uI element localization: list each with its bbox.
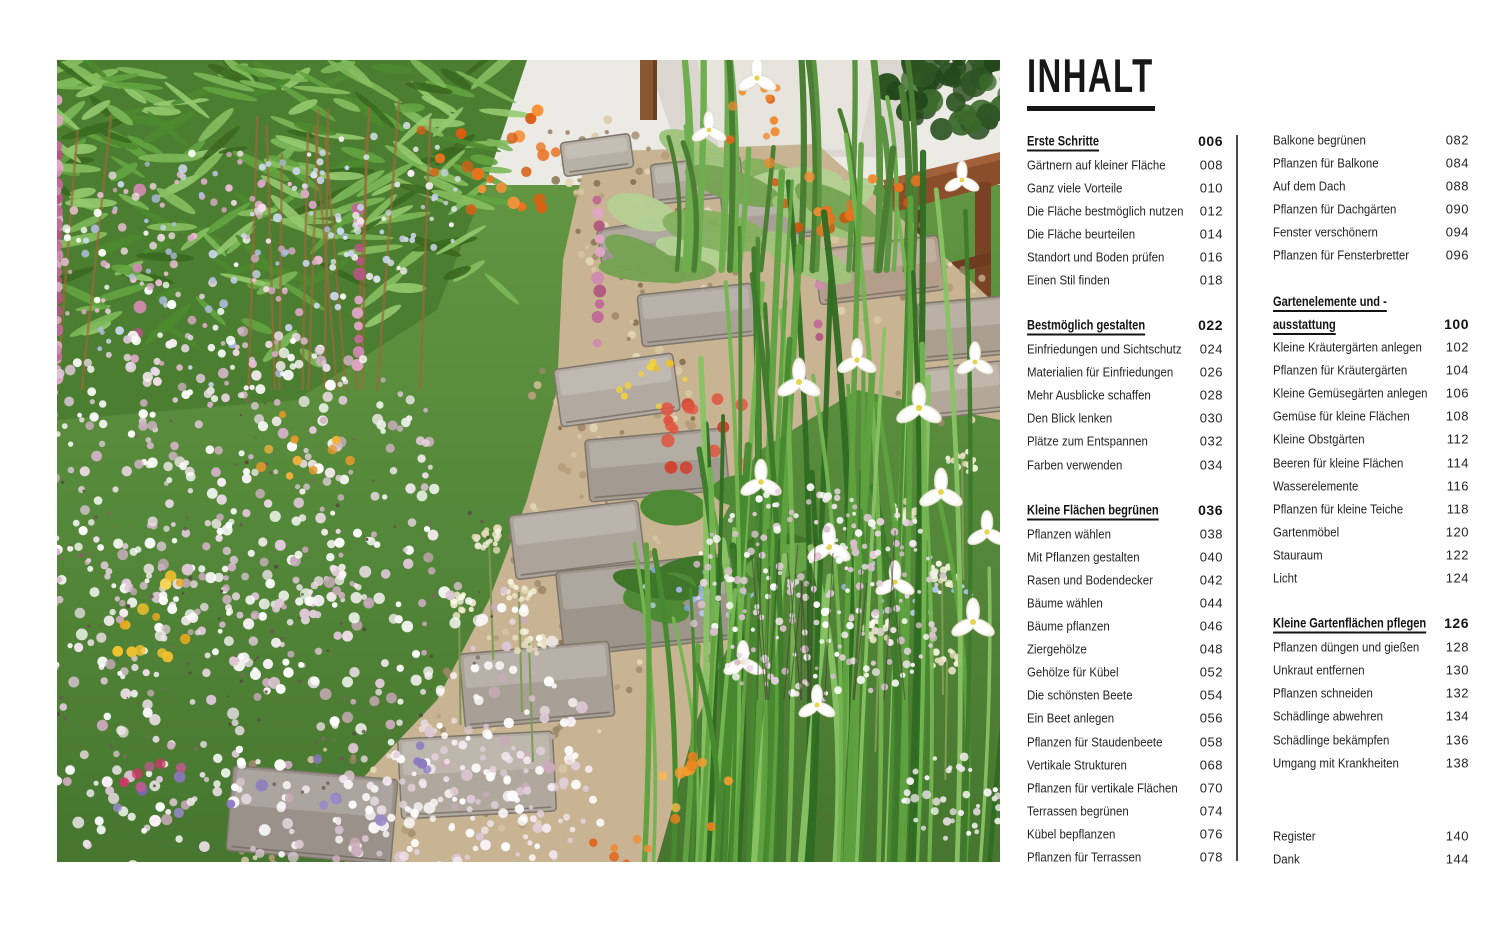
toc-page-number: 032	[1199, 433, 1223, 449]
toc-entry-label: Pflanzen für Fensterbretter	[1273, 247, 1410, 263]
toc-entry-label: Register	[1273, 828, 1316, 844]
toc-entry-label: Wasserelemente	[1273, 478, 1359, 494]
toc-entry	[1027, 176, 1223, 199]
toc-entry-label: Gemüse für kleine Flächen	[1273, 408, 1410, 424]
toc-entry	[1273, 728, 1469, 751]
toc-entry	[1273, 474, 1469, 497]
toc-page-number: 116	[1446, 478, 1469, 494]
toc-entry-label: Kleine Gemüsegärten anlegen	[1273, 385, 1428, 401]
toc-page-number: 102	[1445, 339, 1469, 355]
toc-entry-label: Umgang mit Krankheiten	[1273, 755, 1399, 771]
toc-entry	[1273, 659, 1469, 682]
garden-path-illustration	[57, 60, 1000, 862]
toc-page-number: 030	[1199, 410, 1223, 426]
toc-entry	[1027, 338, 1223, 361]
title-underline	[1027, 106, 1155, 111]
toc-page-number: 088	[1445, 178, 1469, 194]
toc-entry	[1027, 430, 1223, 453]
toc-entry-label: Plätze zum Entspannen	[1027, 433, 1148, 449]
toc-section-header	[1027, 128, 1223, 153]
toc-page-number: 144	[1445, 851, 1469, 867]
toc-entry-label: Bäume pflanzen	[1027, 618, 1110, 634]
toc-entry	[1027, 522, 1223, 545]
toc-page-number: 120	[1445, 524, 1469, 540]
toc-page-number: 126	[1444, 615, 1469, 632]
toc-entry	[1027, 361, 1223, 384]
toc-page-number: 058	[1199, 734, 1223, 750]
toc-entry	[1273, 220, 1469, 243]
toc-page-number: 054	[1199, 687, 1223, 703]
toc-page-number: 028	[1199, 387, 1223, 403]
toc-section	[1027, 313, 1223, 477]
toc-section	[1273, 288, 1469, 590]
toc-entry	[1027, 661, 1223, 684]
toc-entry-label: Pflanzen für Balkone	[1273, 155, 1379, 171]
toc-page-number: 106	[1445, 385, 1469, 401]
toc-entry	[1273, 497, 1469, 520]
toc-page-number: 138	[1445, 755, 1469, 771]
page-title-block	[1027, 49, 1208, 111]
toc-entry	[1273, 382, 1469, 405]
toc-entry-label: Mehr Ausblicke schaffen	[1027, 387, 1151, 403]
toc-entry	[1273, 567, 1469, 590]
toc-page-number: 026	[1199, 364, 1223, 380]
toc-page-number: 052	[1199, 664, 1223, 680]
toc-entry-label: Kleine Obstgärten	[1273, 431, 1365, 447]
toc-section-title: Kleine Gartenflächen pflegen	[1273, 615, 1427, 631]
toc-entry	[1273, 128, 1469, 151]
toc-entry	[1273, 543, 1469, 566]
toc-entry	[1273, 705, 1469, 728]
toc-page-number: 124	[1445, 570, 1469, 586]
toc-entry-label: Terrassen begrünen	[1027, 803, 1129, 819]
toc-entry	[1027, 615, 1223, 638]
page-title: INHALT	[1027, 49, 1154, 102]
toc-entry-label: Pflanzen düngen und gießen	[1273, 639, 1420, 655]
toc-entry-label: Gartenmöbel	[1273, 524, 1340, 540]
toc-page-number: 084	[1445, 155, 1469, 171]
toc-entry-label: Den Blick lenken	[1027, 410, 1113, 426]
toc-entry	[1027, 776, 1223, 799]
toc-section-header	[1273, 611, 1469, 636]
toc-section	[1027, 128, 1223, 292]
toc-entry	[1273, 243, 1469, 266]
toc-entry	[1273, 405, 1469, 428]
toc-entry-label: Pflanzen für vertikale Flächen	[1027, 780, 1178, 796]
toc-section	[1273, 611, 1469, 775]
toc-entry	[1273, 520, 1469, 543]
toc-entry	[1273, 636, 1469, 659]
toc-page-number: 048	[1199, 641, 1223, 657]
toc-entry-label: Beeren für kleine Flächen	[1273, 455, 1404, 471]
toc-page-number: 094	[1445, 224, 1469, 240]
toc-entry	[1027, 707, 1223, 730]
toc-page-number: 010	[1199, 180, 1223, 196]
toc-page-number: 136	[1445, 732, 1469, 748]
toc-entry	[1273, 197, 1469, 220]
toc-entry-label: Pflanzen für Kräutergärten	[1273, 362, 1408, 378]
toc-entry	[1027, 799, 1223, 822]
toc-page-number: 078	[1199, 849, 1223, 865]
toc-section-header	[1027, 313, 1223, 338]
toc-entry	[1027, 845, 1223, 868]
toc-section-header	[1273, 288, 1469, 336]
toc-entry-label: Balkone begrünen	[1273, 132, 1366, 148]
toc-entry	[1273, 359, 1469, 382]
toc-page-number: 040	[1199, 549, 1223, 565]
toc-entry	[1027, 268, 1223, 291]
toc-entry-label: Pflanzen für kleine Teiche	[1273, 501, 1404, 517]
toc-page-number: 112	[1446, 431, 1469, 447]
toc-page-number: 036	[1198, 501, 1223, 518]
toc-section-header	[1027, 497, 1223, 522]
toc-section	[1027, 497, 1223, 868]
toc-column-1	[1027, 128, 1223, 870]
toc-entry	[1273, 336, 1469, 359]
toc-entry-label: Kübel bepflanzen	[1027, 826, 1116, 842]
toc-page-number: 090	[1445, 201, 1469, 217]
toc-entry-label: Die Fläche bestmöglich nutzen	[1027, 203, 1184, 219]
toc-page-number: 056	[1199, 710, 1223, 726]
toc-entry	[1273, 174, 1469, 197]
toc-entry	[1027, 568, 1223, 591]
toc-entry	[1027, 684, 1223, 707]
toc-entry-label: Auf dem Dach	[1273, 178, 1346, 194]
toc-page-number: 100	[1444, 315, 1469, 332]
toc-entry-label: Schädlinge abwehren	[1273, 708, 1384, 724]
toc-page-number: 046	[1199, 618, 1223, 634]
toc-entry	[1273, 451, 1469, 474]
toc-page-number: 042	[1199, 572, 1223, 588]
toc-entry	[1027, 199, 1223, 222]
toc-page-number: 038	[1199, 526, 1223, 542]
toc-entry	[1027, 753, 1223, 776]
toc-page-number: 034	[1199, 457, 1223, 473]
toc-entry-label: Farben verwenden	[1027, 457, 1123, 473]
toc-page-number: 016	[1199, 249, 1223, 265]
toc-page-number: 012	[1199, 203, 1223, 219]
toc-page-number: 044	[1199, 595, 1223, 611]
toc-page-number: 018	[1199, 272, 1223, 288]
toc-section	[1273, 128, 1469, 267]
toc-entry-label: Ganz viele Vorteile	[1027, 180, 1123, 196]
toc-entry-label: Standort und Boden prüfen	[1027, 249, 1165, 265]
toc-entry	[1273, 751, 1469, 774]
toc-page-number: 140	[1445, 828, 1469, 844]
toc-entry-label: Vertikale Strukturen	[1027, 757, 1127, 773]
toc-section-title: Erste Schritte	[1027, 133, 1099, 148]
toc-entry-label: Gärtnern auf kleiner Fläche	[1027, 157, 1166, 173]
toc-page-number: 076	[1199, 826, 1223, 842]
toc-entry-label: Pflanzen wählen	[1027, 526, 1111, 542]
toc-page-number: 118	[1446, 501, 1469, 517]
toc-entry-label: Die Fläche beurteilen	[1027, 226, 1136, 242]
toc-page-number: 132	[1445, 685, 1469, 701]
toc-page-number: 068	[1199, 757, 1223, 773]
toc-section	[1273, 824, 1469, 870]
toc-page-number: 134	[1445, 708, 1469, 724]
toc-page-number: 104	[1445, 362, 1469, 378]
toc-page-number: 130	[1445, 662, 1469, 678]
toc-page-number: 006	[1198, 132, 1223, 149]
toc-entry-label: Einen Stil finden	[1027, 272, 1110, 288]
toc-page-number: 082	[1445, 132, 1469, 148]
toc-page-number: 014	[1199, 226, 1223, 242]
toc-entry	[1273, 682, 1469, 705]
toc-entry-label: Schädlinge bekämpfen	[1273, 732, 1390, 748]
toc-entry-label: Materialien für Einfriedungen	[1027, 364, 1174, 380]
toc-entry	[1027, 591, 1223, 614]
toc-entry	[1273, 151, 1469, 174]
table-of-contents	[1027, 128, 1469, 870]
toc-entry-label: Gehölze für Kübel	[1027, 664, 1119, 680]
toc-column-2	[1273, 128, 1469, 870]
toc-entry-label: Mit Pflanzen gestalten	[1027, 549, 1140, 565]
toc-page-number: 024	[1199, 341, 1223, 357]
toc-entry-label: Stauraum	[1273, 547, 1323, 563]
garden-photo	[57, 60, 1000, 862]
toc-page-number: 074	[1199, 803, 1223, 819]
toc-entry	[1027, 822, 1223, 845]
toc-page-number: 128	[1445, 639, 1469, 655]
toc-section-title: Bestmöglich gestalten	[1027, 317, 1146, 333]
toc-page-number: 114	[1446, 455, 1469, 471]
toc-entry-label: Kleine Kräutergärten anlegen	[1273, 339, 1422, 355]
toc-entry	[1027, 384, 1223, 407]
toc-page-number: 096	[1445, 247, 1469, 263]
toc-entry	[1027, 153, 1223, 176]
toc-entry	[1027, 545, 1223, 568]
toc-entry-label: Rasen und Bodendecker	[1027, 572, 1153, 588]
toc-entry-label: Fenster verschönern	[1273, 224, 1378, 240]
toc-page-number: 108	[1445, 408, 1469, 424]
toc-entry-label: Licht	[1273, 570, 1298, 586]
toc-entry	[1027, 222, 1223, 245]
toc-entry-label: Ein Beet anlegen	[1027, 710, 1115, 726]
toc-entry	[1027, 407, 1223, 430]
toc-entry-label: Pflanzen für Terrassen	[1027, 849, 1142, 865]
toc-entry-label: Einfriedungen und Sichtschutz	[1027, 341, 1182, 357]
toc-entry-label: Ziergehölze	[1027, 641, 1087, 657]
toc-entry	[1027, 638, 1223, 661]
toc-entry-label: Bäume wählen	[1027, 595, 1103, 611]
toc-entry-label: Pflanzen für Dachgärten	[1273, 201, 1397, 217]
toc-entry-label: Pflanzen schneiden	[1273, 685, 1373, 701]
toc-page-number: 008	[1199, 157, 1223, 173]
toc-entry	[1273, 428, 1469, 451]
toc-entry	[1273, 847, 1469, 870]
toc-section-title: Kleine Flächen begrünen	[1027, 502, 1159, 518]
toc-entry-label: Dank	[1273, 851, 1300, 867]
toc-page-number: 122	[1445, 547, 1469, 563]
toc-page-number: 070	[1199, 780, 1223, 796]
toc-entry	[1027, 730, 1223, 753]
toc-section-title: Gartenelemente und -ausstattung	[1273, 293, 1387, 332]
toc-entry	[1273, 824, 1469, 847]
toc-entry-label: Die schönsten Beete	[1027, 687, 1133, 703]
toc-entry-label: Pflanzen für Staudenbeete	[1027, 734, 1163, 750]
toc-entry	[1027, 453, 1223, 476]
toc-entry	[1027, 245, 1223, 268]
toc-page-number: 022	[1198, 317, 1223, 334]
toc-entry-label: Unkraut entfernen	[1273, 662, 1365, 678]
